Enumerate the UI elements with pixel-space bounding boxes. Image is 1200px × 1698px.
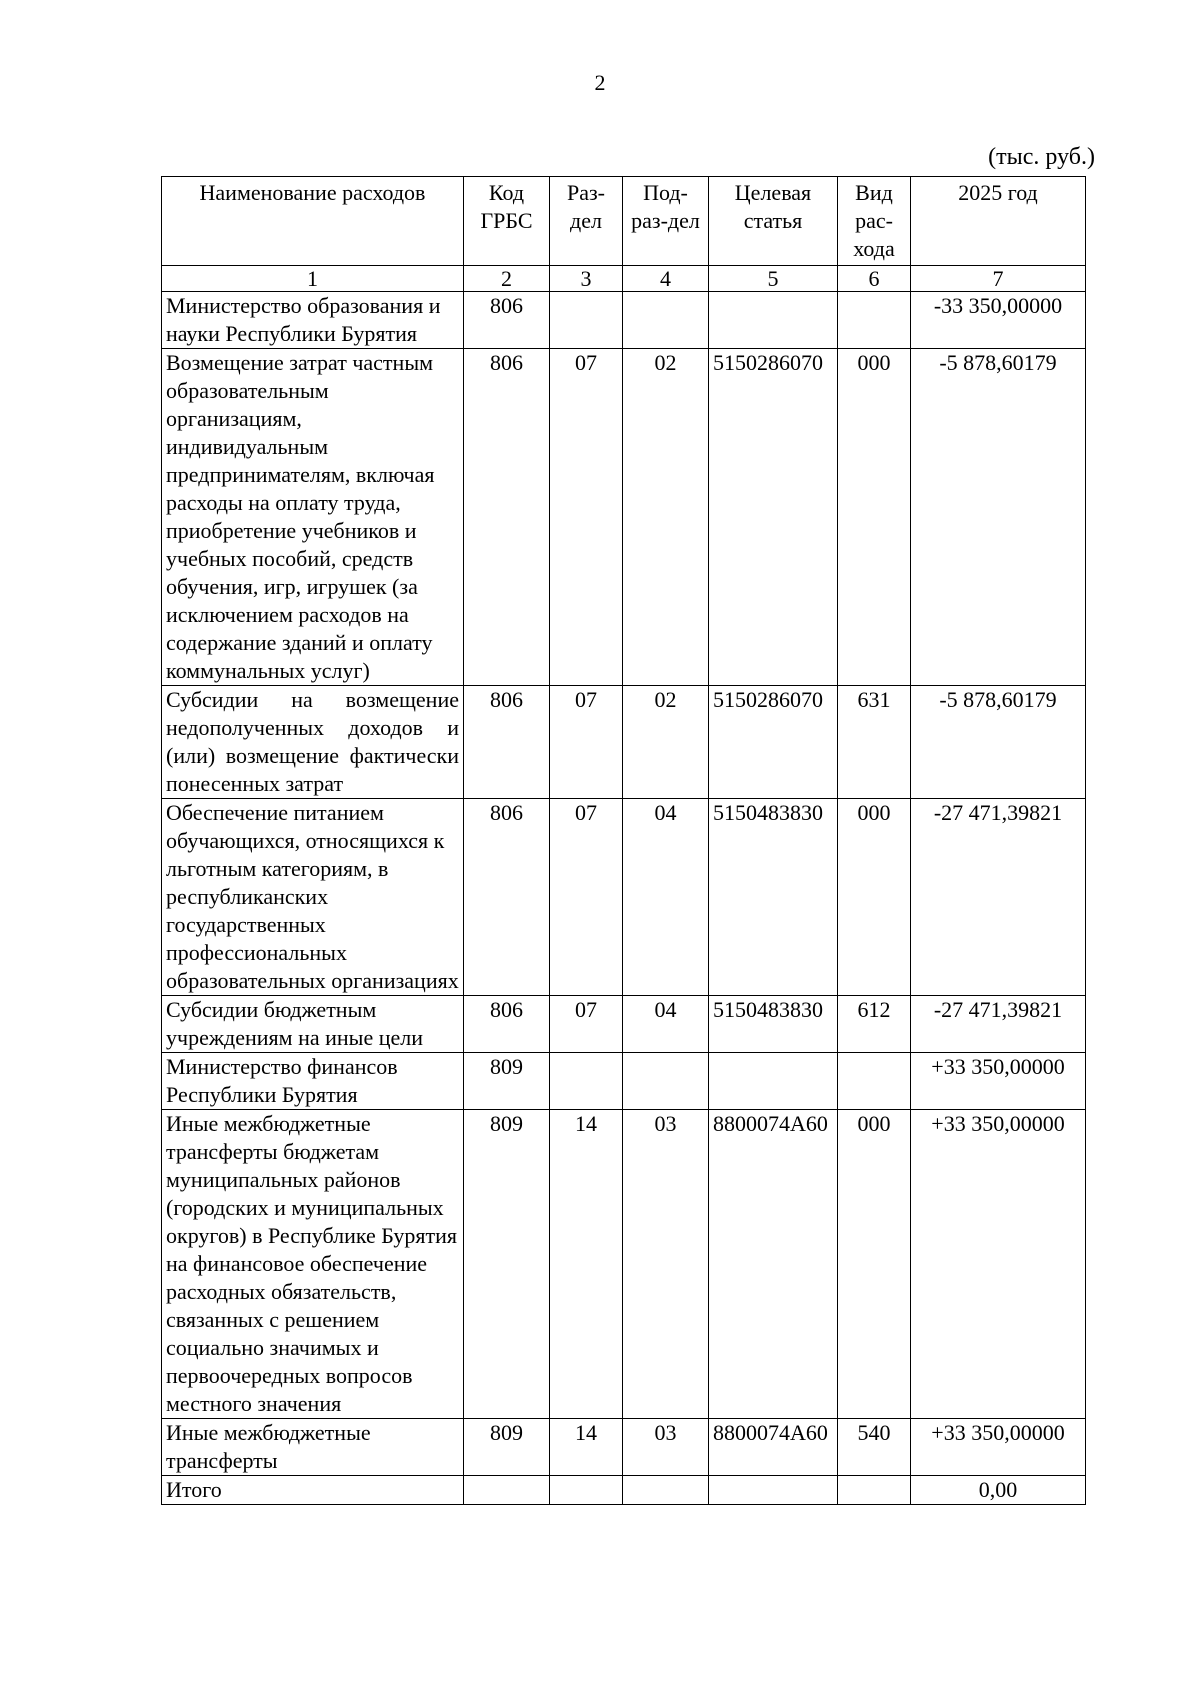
row-grbs: 809 xyxy=(464,1419,550,1476)
row-amount: -33 350,00000 xyxy=(911,292,1086,349)
row-type: 000 xyxy=(838,349,911,686)
row-grbs: 809 xyxy=(464,1110,550,1419)
column-number-row xyxy=(162,266,1086,292)
total-label: Итого xyxy=(162,1476,464,1505)
row-target: 5150286070 xyxy=(709,686,838,799)
row-amount: -27 471,39821 xyxy=(911,996,1086,1053)
table-row xyxy=(162,799,1086,996)
row-grbs: 806 xyxy=(464,292,550,349)
table-row xyxy=(162,686,1086,799)
row-amount: +33 350,00000 xyxy=(911,1419,1086,1476)
empty-cell xyxy=(550,1476,623,1505)
col-header-name: Наименование расходов xyxy=(162,177,464,266)
row-name: Министерство образования и науки Республики Бурятия xyxy=(162,292,464,349)
col-header-year: 2025 год xyxy=(911,177,1086,266)
row-name: Иные межбюджетные трансферты бюджетам муниципальных районов (городских и муниципальных округов) в Республике Бурятия на финансовое обеспечение расходных обязательств, связанных с решением социально значимых и первоочередных вопросов местного значения xyxy=(162,1110,464,1419)
header-row xyxy=(162,177,1086,266)
row-target: 8800074А60 xyxy=(709,1419,838,1476)
row-subsection: 04 xyxy=(623,799,709,996)
row-amount: -27 471,39821 xyxy=(911,799,1086,996)
row-name: Субсидии на возмещение недополученных доходов и (или) возмещение фактически понесенных затрат xyxy=(162,686,464,799)
row-type: 000 xyxy=(838,799,911,996)
row-subsection xyxy=(623,292,709,349)
row-name: Обеспечение питанием обучающихся, относящихся к льготным категориям, в республиканских государственных профессиональных образовательных организациях xyxy=(162,799,464,996)
row-section xyxy=(550,1053,623,1110)
row-target: 8800074А60 xyxy=(709,1110,838,1419)
empty-cell xyxy=(623,1476,709,1505)
row-amount: -5 878,60179 xyxy=(911,686,1086,799)
col-number: 4 xyxy=(623,266,709,292)
row-type: 612 xyxy=(838,996,911,1053)
row-section xyxy=(550,292,623,349)
col-header-section: Раз-дел xyxy=(550,177,623,266)
row-amount: +33 350,00000 xyxy=(911,1110,1086,1419)
empty-cell xyxy=(709,1476,838,1505)
table-row xyxy=(162,292,1086,349)
table-row xyxy=(162,1419,1086,1476)
empty-cell xyxy=(838,1476,911,1505)
row-section: 07 xyxy=(550,349,623,686)
row-subsection: 02 xyxy=(623,686,709,799)
row-target: 5150483830 xyxy=(709,799,838,996)
row-subsection: 03 xyxy=(623,1110,709,1419)
row-subsection: 04 xyxy=(623,996,709,1053)
row-target: 5150286070 xyxy=(709,349,838,686)
table-row xyxy=(162,349,1086,686)
col-number: 6 xyxy=(838,266,911,292)
table-row xyxy=(162,1110,1086,1419)
row-section: 14 xyxy=(550,1419,623,1476)
row-subsection: 02 xyxy=(623,349,709,686)
total-row xyxy=(162,1476,1086,1505)
col-number: 2 xyxy=(464,266,550,292)
table-row xyxy=(162,1053,1086,1110)
units-label: (тыс. руб.) xyxy=(988,144,1095,170)
col-number: 3 xyxy=(550,266,623,292)
row-grbs: 806 xyxy=(464,799,550,996)
row-grbs: 809 xyxy=(464,1053,550,1110)
row-amount: -5 878,60179 xyxy=(911,349,1086,686)
row-target: 5150483830 xyxy=(709,996,838,1053)
col-header-target: Целевая статья xyxy=(709,177,838,266)
row-type xyxy=(838,1053,911,1110)
budget-table xyxy=(161,176,1086,1505)
row-target xyxy=(709,292,838,349)
row-type: 631 xyxy=(838,686,911,799)
col-number: 1 xyxy=(162,266,464,292)
row-name: Субсидии бюджетным учреждениям на иные цели xyxy=(162,996,464,1053)
col-header-type: Вид рас-хода xyxy=(838,177,911,266)
row-grbs: 806 xyxy=(464,686,550,799)
empty-cell xyxy=(464,1476,550,1505)
row-section: 14 xyxy=(550,1110,623,1419)
row-type: 540 xyxy=(838,1419,911,1476)
col-number: 7 xyxy=(911,266,1086,292)
col-header-grbs: Код ГРБС xyxy=(464,177,550,266)
row-subsection: 03 xyxy=(623,1419,709,1476)
row-section: 07 xyxy=(550,799,623,996)
col-number: 5 xyxy=(709,266,838,292)
row-subsection xyxy=(623,1053,709,1110)
total-amount: 0,00 xyxy=(911,1476,1086,1505)
row-grbs: 806 xyxy=(464,996,550,1053)
row-section: 07 xyxy=(550,996,623,1053)
row-type xyxy=(838,292,911,349)
table-row xyxy=(162,996,1086,1053)
row-name: Иные межбюджетные трансферты xyxy=(162,1419,464,1476)
row-type: 000 xyxy=(838,1110,911,1419)
col-header-subsection: Под-раз-дел xyxy=(623,177,709,266)
row-section: 07 xyxy=(550,686,623,799)
row-grbs: 806 xyxy=(464,349,550,686)
row-name: Министерство финансов Республики Бурятия xyxy=(162,1053,464,1110)
row-target xyxy=(709,1053,838,1110)
page-number: 2 xyxy=(594,70,606,95)
row-amount: +33 350,00000 xyxy=(911,1053,1086,1110)
row-name: Возмещение затрат частным образовательным организациям, индивидуальным предпринимателям, включая расходы на оплату труда, приобретение учебников и учебных пособий, средств обучения, игр, игрушек (за исключением расходов на содержание зданий и оплату коммунальных услуг) xyxy=(162,349,464,686)
